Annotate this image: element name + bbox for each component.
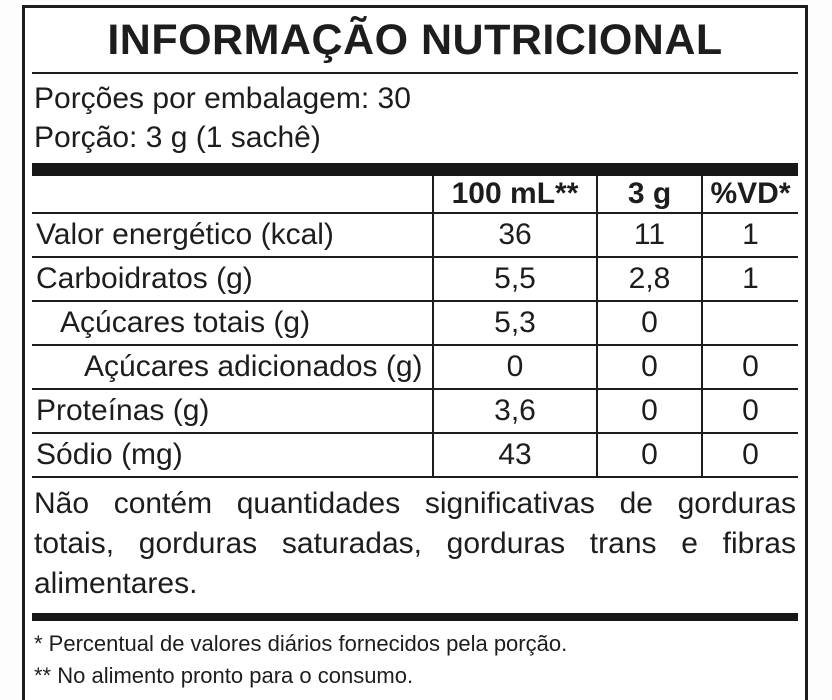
table-row [32,301,798,345]
value-per-serving: 2,8 [597,257,702,301]
value-per-serving: 0 [597,389,702,433]
value-percent-vd: 0 [702,389,798,433]
table-row [32,257,798,301]
value-per-serving: 0 [597,345,702,389]
top-separator-bar [32,163,798,176]
table-row [32,433,798,477]
header-percent-vd: %VD* [702,176,798,213]
header-nutrient-blank [32,176,433,213]
value-per-100ml: 36 [433,213,597,257]
value-percent-vd: 0 [702,345,798,389]
bottom-separator-bar [32,613,798,621]
value-per-100ml: 3,6 [433,389,597,433]
no-significant-amounts-text: Não contém quantidades significativas de gorduras totais, gorduras saturadas, gorduras trans e fibras alimentares. [34,487,796,600]
nutrient-table [32,176,798,478]
nutrient-name: Carboidratos (g) [32,257,433,301]
nutrient-name: Valor energético (kcal) [32,213,433,257]
nutrient-name: Sódio (mg) [32,433,433,477]
footnotes [32,621,798,700]
nutrition-label-title: INFORMAÇÃO NUTRICIONAL [107,16,723,64]
footnote-ready-to-consume: ** No alimento pronto para o consumo. [34,663,414,688]
value-per-100ml: 43 [433,433,597,477]
table-row [32,345,798,389]
table-row [32,213,798,257]
value-percent-vd: 1 [702,213,798,257]
nutrition-label-box [22,5,808,700]
value-per-serving: 11 [597,213,702,257]
servings-per-package-line: Porções por embalagem: 30 [34,82,411,115]
header-per-serving: 3 g [597,176,702,213]
header-row [32,176,798,213]
footnote-percent-daily-values: * Percentual de valores diários fornecidos pela porção. [34,631,568,656]
header-per-100ml: 100 mL** [433,176,597,213]
value-per-serving: 0 [597,433,702,477]
value-per-100ml: 0 [433,345,597,389]
nutrient-table-header [32,176,798,213]
value-percent-vd [702,301,798,345]
value-per-100ml: 5,3 [433,301,597,345]
value-percent-vd: 1 [702,257,798,301]
nutrient-name: Açúcares adicionados (g) [32,345,433,389]
value-percent-vd: 0 [702,433,798,477]
value-per-100ml: 5,5 [433,257,597,301]
table-row [32,389,798,433]
serving-info [32,74,798,163]
portion-line: Porção: 3 g (1 sachê) [34,121,321,154]
nutrient-name: Açúcares totais (g) [32,301,433,345]
nutrient-name: Proteínas (g) [32,389,433,433]
value-per-serving: 0 [597,301,702,345]
nutrient-table-body [32,213,798,477]
